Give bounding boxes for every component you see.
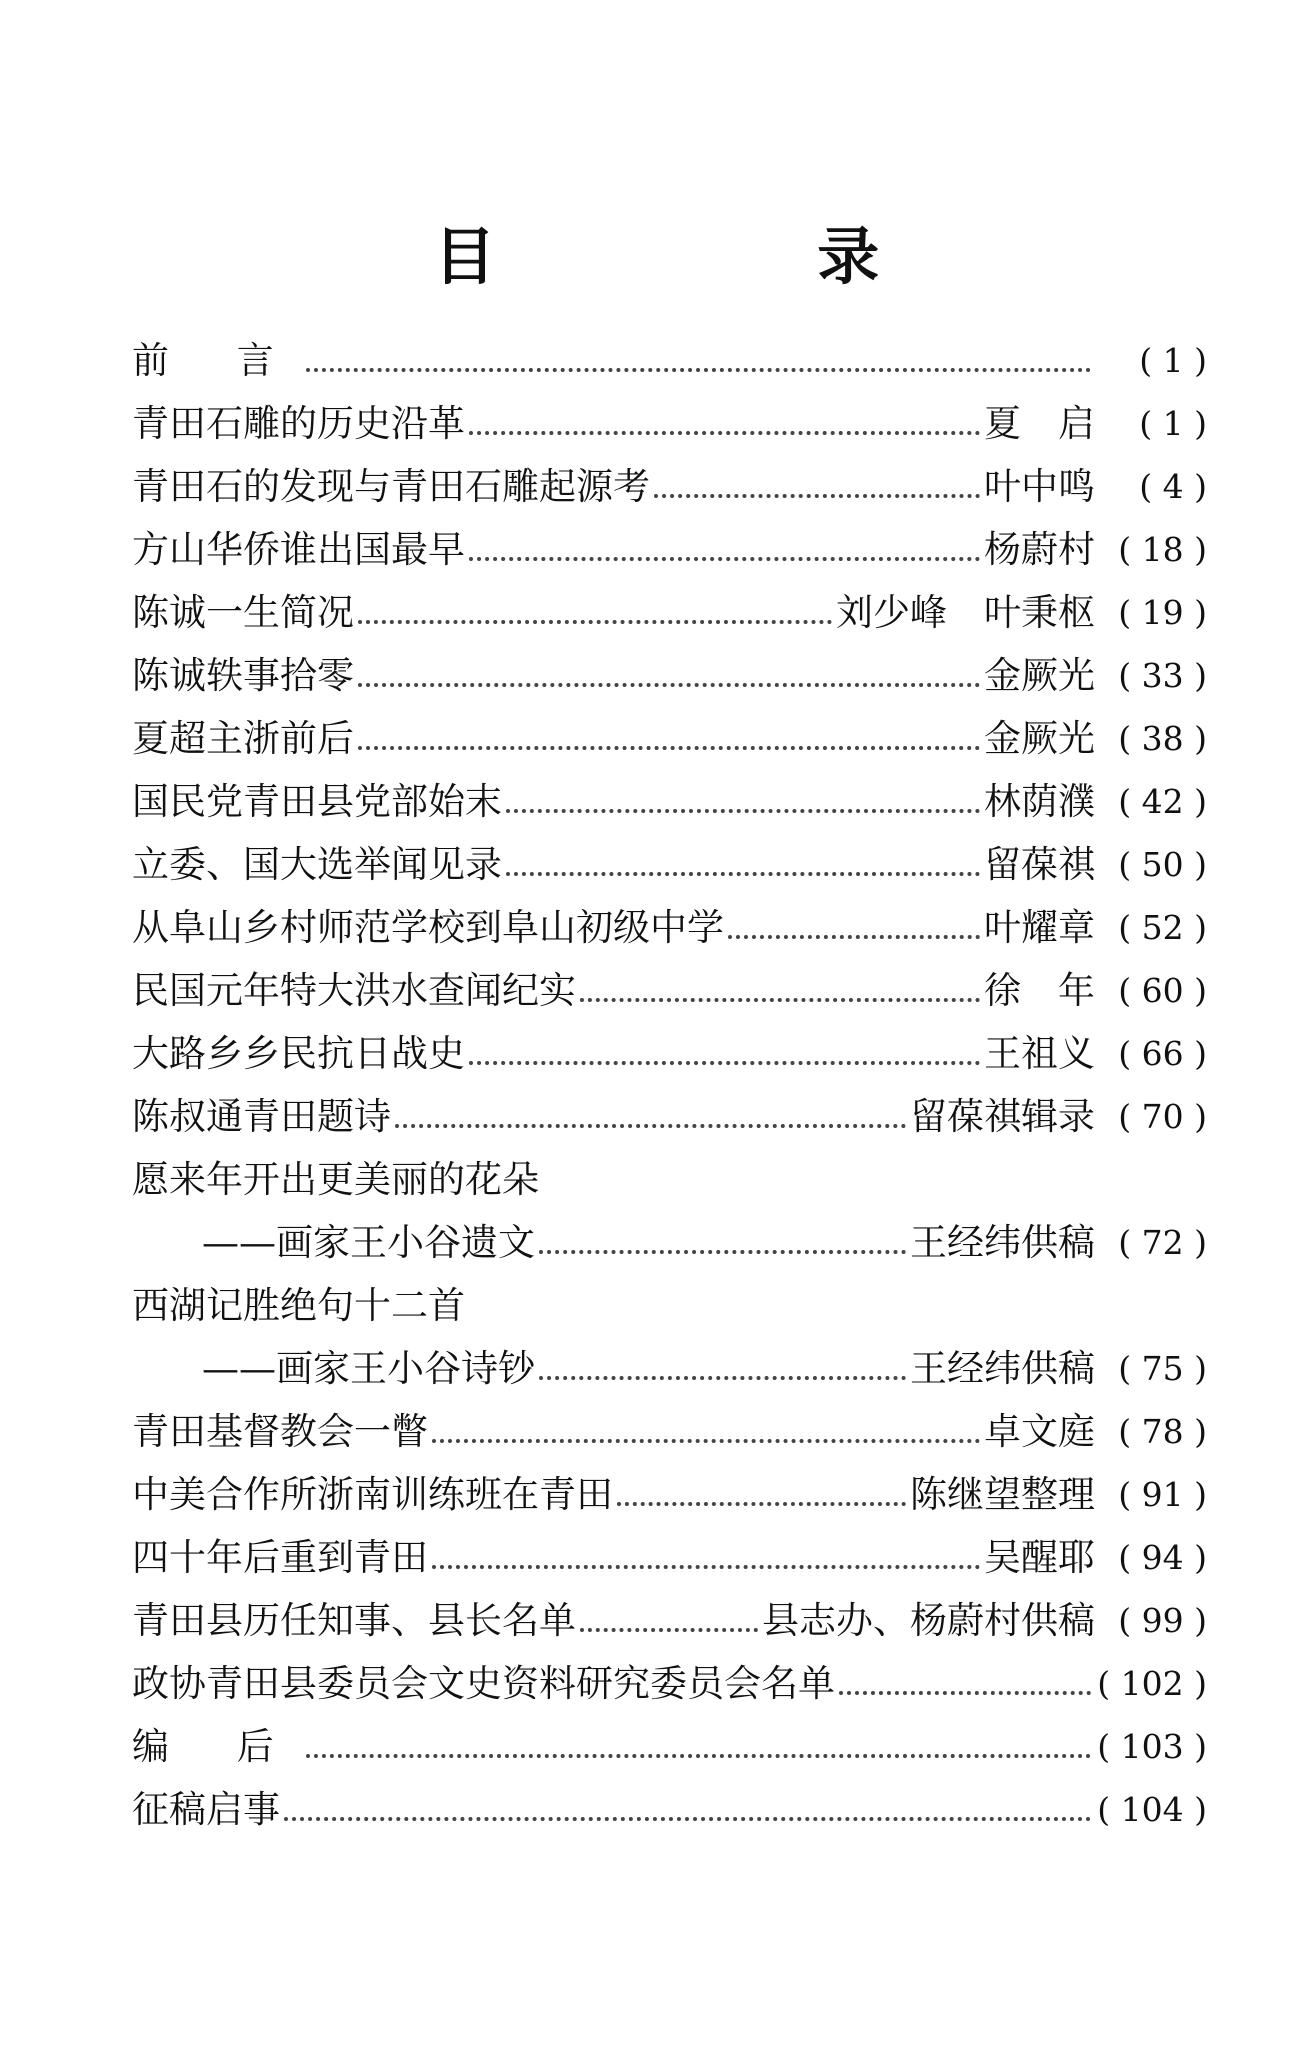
entry-title: 征稿启事 — [132, 1788, 280, 1831]
dot-leader — [469, 556, 980, 561]
toc-entry — [132, 574, 1207, 637]
entry-title: 四十年后重到青田 — [132, 1536, 428, 1579]
toc-entry — [132, 385, 1207, 448]
entry-author: 陈继望整理 — [910, 1473, 1095, 1516]
dot-leader — [432, 1564, 980, 1569]
dot-leader — [306, 367, 1091, 372]
entry-page: ( 52 ) — [1118, 908, 1207, 947]
entry-author: 夏 启 — [984, 402, 1095, 445]
entry-page: ( 1 ) — [1139, 404, 1207, 443]
entry-title: 陈叔通青田题诗 — [132, 1095, 391, 1138]
entry-author: 县志办、杨蔚村供稿 — [762, 1599, 1095, 1642]
toc-entry — [132, 1708, 1207, 1771]
toc-entry — [132, 1456, 1207, 1519]
toc-entry — [132, 1582, 1207, 1645]
toc-entry — [132, 826, 1207, 889]
entry-title: 青田县历任知事、县长名单 — [132, 1599, 576, 1642]
entry-page: ( 103 ) — [1097, 1727, 1207, 1766]
entry-title: 国民党青田县党部始末 — [132, 780, 502, 823]
entry-author: 叶中鸣 — [984, 465, 1095, 508]
toc-entry — [132, 1078, 1207, 1141]
entry-author: 吴醒耶 — [984, 1536, 1095, 1579]
entry-title: 陈诚轶事拾零 — [132, 654, 354, 697]
entry-title: 愿来年开出更美丽的花朵 — [132, 1158, 539, 1201]
entry-title: 立委、国大选举闻见录 — [132, 843, 502, 886]
toc-entry — [132, 889, 1207, 952]
dot-leader — [469, 1060, 980, 1065]
entry-title: 中美合作所浙南训练班在青田 — [132, 1473, 613, 1516]
entry-author: 徐 年 — [984, 969, 1095, 1012]
toc-entry — [132, 1267, 1207, 1330]
entry-title: 青田基督教会一瞥 — [132, 1410, 428, 1453]
toc-entry — [132, 1771, 1207, 1834]
dot-leader — [539, 1249, 906, 1254]
toc-entry — [132, 1645, 1207, 1708]
entry-page: ( 94 ) — [1118, 1538, 1207, 1577]
toc-entry — [132, 1141, 1207, 1204]
entry-author: 留葆祺 — [984, 843, 1095, 886]
toc-entry — [132, 637, 1207, 700]
toc-entry — [132, 1330, 1207, 1393]
dot-leader — [580, 1627, 758, 1632]
toc-entry — [132, 1519, 1207, 1582]
entry-author: 刘少峰 叶秉枢 — [836, 591, 1095, 634]
dot-leader — [284, 1816, 1091, 1821]
entry-title: 西湖记胜绝句十二首 — [132, 1284, 465, 1327]
table-of-contents — [132, 322, 1207, 1834]
entry-title: 从阜山乡村师范学校到阜山初级中学 — [132, 906, 724, 949]
entry-title: 前 言 — [132, 339, 302, 382]
dot-leader — [654, 493, 980, 498]
entry-page: ( 99 ) — [1118, 1601, 1207, 1640]
entry-page: ( 104 ) — [1097, 1790, 1207, 1829]
entry-page: ( 66 ) — [1118, 1034, 1207, 1073]
entry-author: 杨蔚村 — [984, 528, 1095, 571]
entry-title: 方山华侨谁出国最早 — [132, 528, 465, 571]
entry-page: ( 72 ) — [1118, 1223, 1207, 1262]
entry-author: 金厥光 — [984, 654, 1095, 697]
dot-leader — [432, 1438, 980, 1443]
dot-leader — [358, 619, 832, 624]
entry-page: ( 18 ) — [1118, 530, 1207, 569]
entry-title: 政协青田县委员会文史资料研究委员会名单 — [132, 1662, 835, 1705]
entry-author: 王经纬供稿 — [910, 1347, 1095, 1390]
toc-entry — [132, 952, 1207, 1015]
entry-page: ( 91 ) — [1118, 1475, 1207, 1514]
dot-leader — [358, 745, 980, 750]
dot-leader — [358, 682, 980, 687]
entry-page: ( 4 ) — [1139, 467, 1207, 506]
dot-leader — [617, 1501, 906, 1506]
entry-page: ( 1 ) — [1139, 341, 1207, 380]
entry-author: 留葆祺辑录 — [910, 1095, 1095, 1138]
entry-title: 青田石雕的历史沿革 — [132, 402, 465, 445]
dot-leader — [839, 1690, 1091, 1695]
entry-page: ( 60 ) — [1118, 971, 1207, 1010]
entry-page: ( 50 ) — [1118, 845, 1207, 884]
entry-author: 林荫濮 — [984, 780, 1095, 823]
toc-entry — [132, 1393, 1207, 1456]
entry-page: ( 38 ) — [1118, 719, 1207, 758]
dot-leader — [506, 808, 980, 813]
entry-title: 民国元年特大洪水查闻纪实 — [132, 969, 576, 1012]
toc-entry — [132, 448, 1207, 511]
dot-leader — [539, 1375, 906, 1380]
dot-leader — [469, 430, 980, 435]
entry-title: 编 后 — [132, 1725, 302, 1768]
dot-leader — [306, 1753, 1091, 1758]
dot-leader — [506, 871, 980, 876]
entry-page: ( 75 ) — [1118, 1349, 1207, 1388]
entry-author: 卓文庭 — [984, 1410, 1095, 1453]
toc-entry — [132, 1015, 1207, 1078]
dot-leader — [395, 1123, 906, 1128]
dot-leader — [728, 934, 980, 939]
entry-author: 王祖义 — [984, 1032, 1095, 1075]
entry-title: ——画家王小谷诗钞 — [202, 1347, 535, 1390]
entry-page: ( 102 ) — [1097, 1664, 1207, 1703]
entry-page: ( 70 ) — [1118, 1097, 1207, 1136]
entry-author: 王经纬供稿 — [910, 1221, 1095, 1264]
toc-entry — [132, 700, 1207, 763]
dot-leader — [580, 997, 980, 1002]
toc-entry — [132, 763, 1207, 826]
entry-page: ( 42 ) — [1118, 782, 1207, 821]
entry-title: ——画家王小谷遗文 — [202, 1221, 535, 1264]
entry-page: ( 19 ) — [1118, 593, 1207, 632]
toc-entry — [132, 1204, 1207, 1267]
page-title: 目 录 — [433, 220, 1030, 293]
entry-page: ( 33 ) — [1118, 656, 1207, 695]
entry-author: 叶耀章 — [984, 906, 1095, 949]
entry-title: 陈诚一生简况 — [132, 591, 354, 634]
entry-title: 青田石的发现与青田石雕起源考 — [132, 465, 650, 508]
entry-title: 大路乡乡民抗日战史 — [132, 1032, 465, 1075]
toc-entry — [132, 511, 1207, 574]
entry-author: 金厥光 — [984, 717, 1095, 760]
entry-title: 夏超主浙前后 — [132, 717, 354, 760]
toc-entry — [132, 322, 1207, 385]
entry-page: ( 78 ) — [1118, 1412, 1207, 1451]
